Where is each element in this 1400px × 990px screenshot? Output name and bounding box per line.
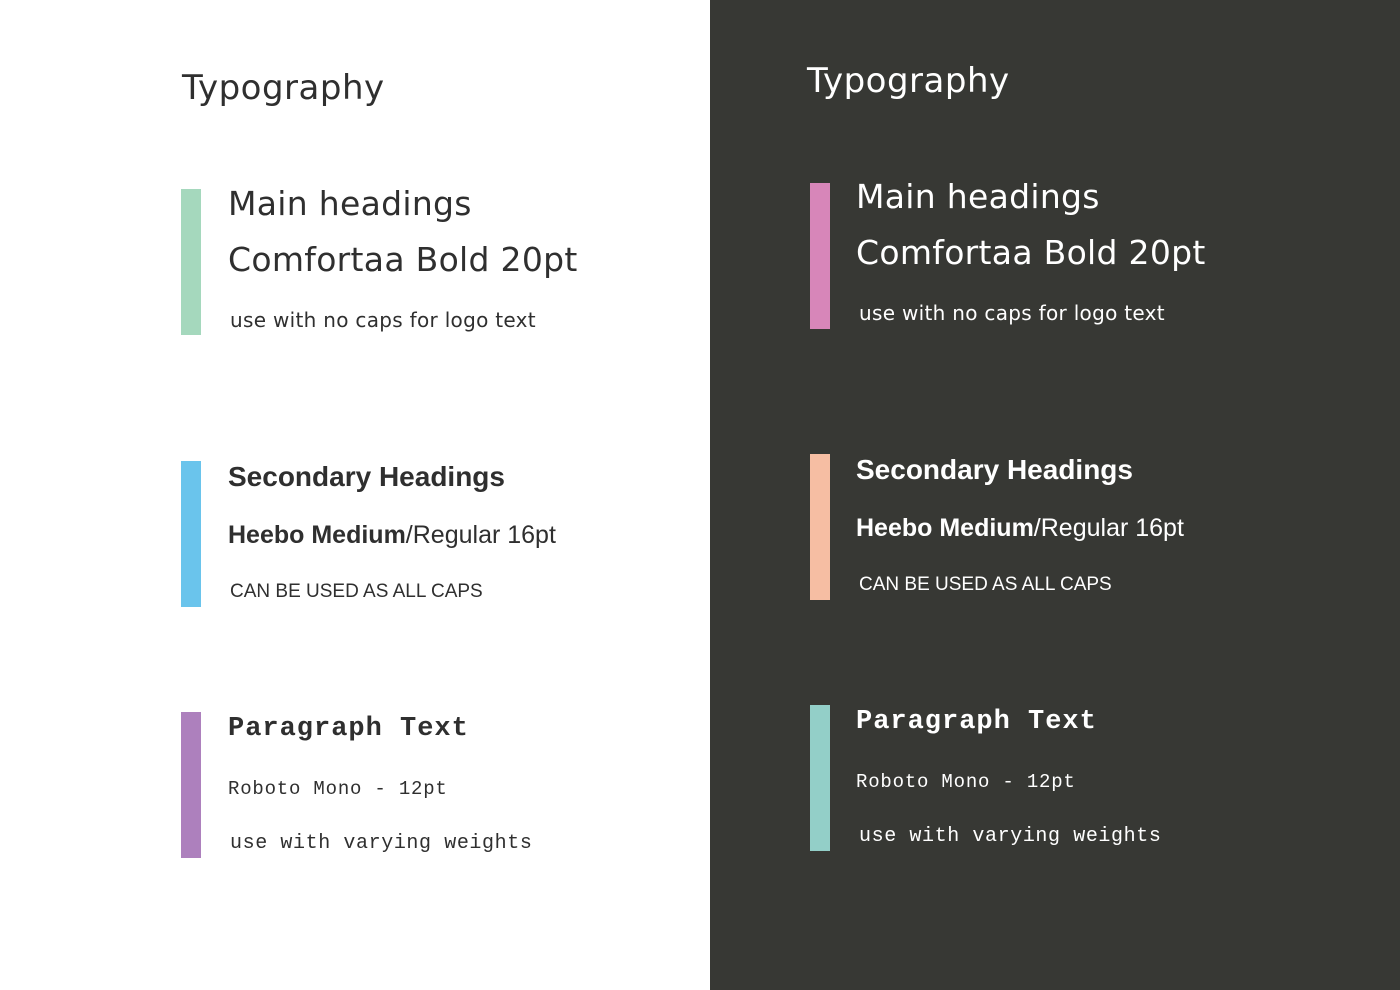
- font-weight-medium: Heebo Medium: [856, 514, 1034, 542]
- paragraph-text-note: use with varying weights: [230, 832, 533, 855]
- font-weight-regular: /Regular 16pt: [405, 521, 556, 549]
- main-headings-label: Main headings: [228, 184, 472, 223]
- main-headings-note: use with no caps for logo text: [859, 301, 1165, 325]
- paragraph-text-font: Roboto Mono - 12pt: [856, 771, 1076, 793]
- secondary-headings-note: CAN BE USED AS ALL CAPS: [859, 574, 1112, 595]
- main-headings-font: Comfortaa Bold 20pt: [856, 233, 1206, 272]
- font-weight-regular: /Regular 16pt: [1033, 514, 1184, 542]
- paragraph-text-color-bar: [810, 705, 830, 851]
- page-title: Typography: [182, 68, 385, 108]
- secondary-headings-font: [228, 521, 556, 550]
- secondary-headings-note: CAN BE USED AS ALL CAPS: [230, 581, 483, 602]
- paragraph-text-label: Paragraph Text: [856, 707, 1097, 737]
- paragraph-text-label: Paragraph Text: [228, 714, 469, 744]
- paragraph-text-color-bar: [181, 712, 201, 858]
- secondary-headings-color-bar: [181, 461, 201, 607]
- secondary-headings-color-bar: [810, 454, 830, 600]
- main-headings-color-bar: [181, 189, 201, 335]
- secondary-headings-label: Secondary Headings: [228, 461, 505, 492]
- dark-panel: [710, 0, 1400, 990]
- main-headings-color-bar: [810, 183, 830, 329]
- main-headings-label: Main headings: [856, 177, 1100, 216]
- main-headings-note: use with no caps for logo text: [230, 308, 536, 332]
- paragraph-text-note: use with varying weights: [859, 825, 1162, 848]
- paragraph-text-font: Roboto Mono - 12pt: [228, 778, 448, 800]
- page-title-dark: Typography: [807, 61, 1010, 101]
- main-headings-font: Comfortaa Bold 20pt: [228, 240, 578, 279]
- font-weight-medium: Heebo Medium: [228, 521, 406, 549]
- secondary-headings-font: [856, 514, 1184, 543]
- secondary-headings-label: Secondary Headings: [856, 454, 1133, 485]
